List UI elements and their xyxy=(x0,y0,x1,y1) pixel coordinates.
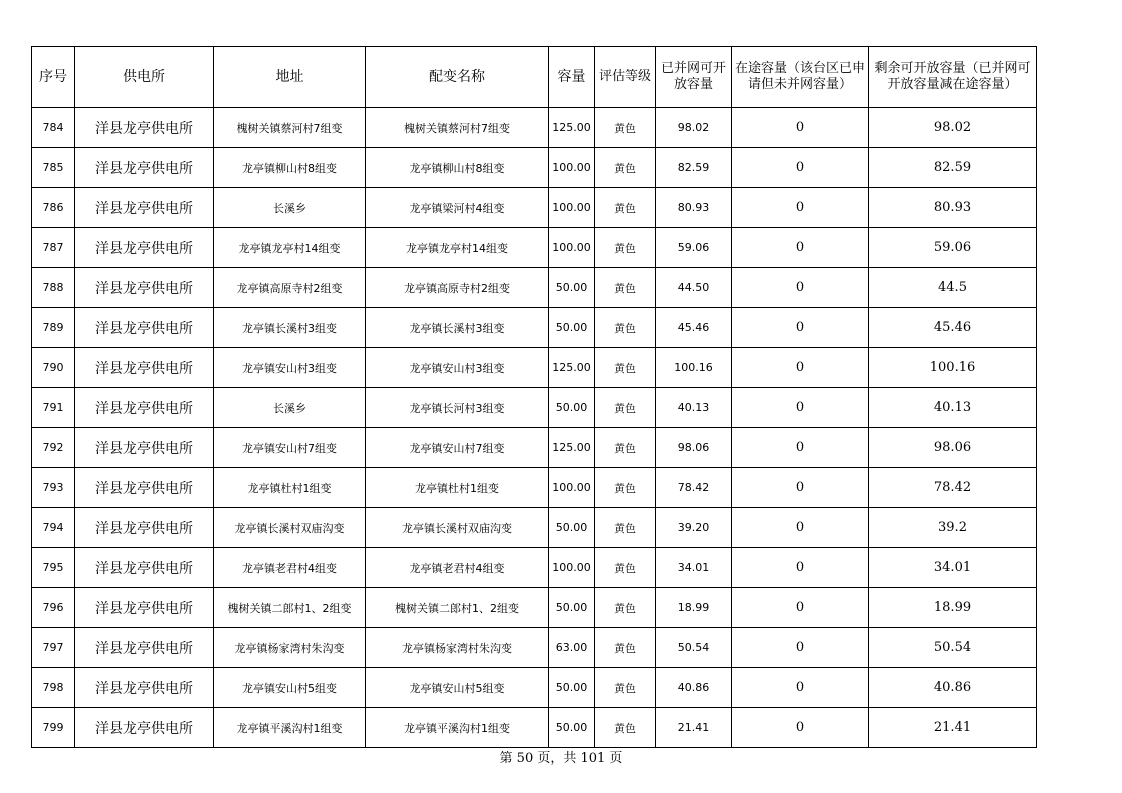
cell-transformer: 槐树关镇二郎村1、2组变 xyxy=(366,588,549,628)
cell-capacity: 125.00 xyxy=(549,348,595,388)
cell-station: 洋县龙亭供电所 xyxy=(75,668,214,708)
header-station: 供电所 xyxy=(75,47,214,108)
cell-capacity: 50.00 xyxy=(549,308,595,348)
cell-station: 洋县龙亭供电所 xyxy=(75,108,214,148)
cell-address: 龙亭镇长溪村双庙沟变 xyxy=(214,508,366,548)
cell-open-capacity: 82.59 xyxy=(656,148,732,188)
cell-station: 洋县龙亭供电所 xyxy=(75,588,214,628)
table-row xyxy=(32,308,1037,348)
cell-remain-capacity: 80.93 xyxy=(869,188,1037,228)
cell-grade: 黄色 xyxy=(595,708,656,748)
cell-capacity: 50.00 xyxy=(549,668,595,708)
cell-grade: 黄色 xyxy=(595,348,656,388)
header-transformer: 配变名称 xyxy=(366,47,549,108)
cell-transformer: 龙亭镇柳山村8组变 xyxy=(366,148,549,188)
cell-address: 长溪乡 xyxy=(214,188,366,228)
cell-grade: 黄色 xyxy=(595,588,656,628)
cell-seq: 789 xyxy=(32,308,75,348)
cell-grade: 黄色 xyxy=(595,388,656,428)
cell-grade: 黄色 xyxy=(595,548,656,588)
cell-station: 洋县龙亭供电所 xyxy=(75,228,214,268)
cell-open-capacity: 21.41 xyxy=(656,708,732,748)
cell-transit-capacity: 0 xyxy=(732,588,869,628)
header-seq: 序号 xyxy=(32,47,75,108)
cell-remain-capacity: 100.16 xyxy=(869,348,1037,388)
cell-transit-capacity: 0 xyxy=(732,668,869,708)
cell-station: 洋县龙亭供电所 xyxy=(75,148,214,188)
cell-address: 龙亭镇平溪沟村1组变 xyxy=(214,708,366,748)
table-row xyxy=(32,628,1037,668)
cell-station: 洋县龙亭供电所 xyxy=(75,708,214,748)
cell-transformer: 龙亭镇长河村3组变 xyxy=(366,388,549,428)
cell-transit-capacity: 0 xyxy=(732,548,869,588)
cell-seq: 792 xyxy=(32,428,75,468)
cell-address: 龙亭镇安山村3组变 xyxy=(214,348,366,388)
cell-station: 洋县龙亭供电所 xyxy=(75,628,214,668)
cell-transit-capacity: 0 xyxy=(732,268,869,308)
cell-seq: 798 xyxy=(32,668,75,708)
cell-transit-capacity: 0 xyxy=(732,108,869,148)
cell-station: 洋县龙亭供电所 xyxy=(75,188,214,228)
cell-transit-capacity: 0 xyxy=(732,708,869,748)
cell-transformer: 龙亭镇梁河村4组变 xyxy=(366,188,549,228)
cell-remain-capacity: 82.59 xyxy=(869,148,1037,188)
cell-capacity: 100.00 xyxy=(549,548,595,588)
cell-open-capacity: 34.01 xyxy=(656,548,732,588)
header-address: 地址 xyxy=(214,47,366,108)
cell-open-capacity: 50.54 xyxy=(656,628,732,668)
cell-transformer: 龙亭镇杜村1组变 xyxy=(366,468,549,508)
cell-address: 龙亭镇高原寺村2组变 xyxy=(214,268,366,308)
cell-remain-capacity: 40.86 xyxy=(869,668,1037,708)
cell-transit-capacity: 0 xyxy=(732,428,869,468)
cell-open-capacity: 44.50 xyxy=(656,268,732,308)
cell-seq: 796 xyxy=(32,588,75,628)
cell-transit-capacity: 0 xyxy=(732,348,869,388)
cell-capacity: 50.00 xyxy=(549,508,595,548)
cell-grade: 黄色 xyxy=(595,308,656,348)
cell-station: 洋县龙亭供电所 xyxy=(75,508,214,548)
cell-address: 龙亭镇安山村5组变 xyxy=(214,668,366,708)
cell-transit-capacity: 0 xyxy=(732,148,869,188)
cell-grade: 黄色 xyxy=(595,508,656,548)
cell-transformer: 龙亭镇高原寺村2组变 xyxy=(366,268,549,308)
cell-seq: 787 xyxy=(32,228,75,268)
cell-transformer: 龙亭镇长溪村3组变 xyxy=(366,308,549,348)
cell-remain-capacity: 98.06 xyxy=(869,428,1037,468)
cell-address: 槐树关镇蔡河村7组变 xyxy=(214,108,366,148)
cell-remain-capacity: 45.46 xyxy=(869,308,1037,348)
cell-remain-capacity: 18.99 xyxy=(869,588,1037,628)
cell-station: 洋县龙亭供电所 xyxy=(75,548,214,588)
cell-grade: 黄色 xyxy=(595,428,656,468)
cell-seq: 788 xyxy=(32,268,75,308)
table-row xyxy=(32,428,1037,468)
cell-remain-capacity: 98.02 xyxy=(869,108,1037,148)
table-row xyxy=(32,188,1037,228)
cell-seq: 784 xyxy=(32,108,75,148)
cell-transformer: 龙亭镇龙亭村14组变 xyxy=(366,228,549,268)
cell-transit-capacity: 0 xyxy=(732,308,869,348)
cell-remain-capacity: 39.2 xyxy=(869,508,1037,548)
cell-transformer: 龙亭镇安山村5组变 xyxy=(366,668,549,708)
cell-open-capacity: 39.20 xyxy=(656,508,732,548)
cell-remain-capacity: 50.54 xyxy=(869,628,1037,668)
cell-remain-capacity: 44.5 xyxy=(869,268,1037,308)
cell-grade: 黄色 xyxy=(595,668,656,708)
header-remain-capacity: 剩余可开放容量（已并网可开放容量减在途容量） xyxy=(869,47,1037,108)
table-row xyxy=(32,708,1037,748)
cell-station: 洋县龙亭供电所 xyxy=(75,468,214,508)
cell-grade: 黄色 xyxy=(595,628,656,668)
cell-seq: 799 xyxy=(32,708,75,748)
cell-capacity: 125.00 xyxy=(549,428,595,468)
cell-transit-capacity: 0 xyxy=(732,628,869,668)
cell-capacity: 125.00 xyxy=(549,108,595,148)
cell-remain-capacity: 21.41 xyxy=(869,708,1037,748)
cell-transformer: 龙亭镇杨家湾村朱沟变 xyxy=(366,628,549,668)
cell-seq: 797 xyxy=(32,628,75,668)
cell-grade: 黄色 xyxy=(595,468,656,508)
cell-transit-capacity: 0 xyxy=(732,468,869,508)
table-row xyxy=(32,508,1037,548)
cell-remain-capacity: 59.06 xyxy=(869,228,1037,268)
page-footer: 第 50 页，共 101 页 xyxy=(499,751,623,766)
cell-transit-capacity: 0 xyxy=(732,388,869,428)
cell-grade: 黄色 xyxy=(595,188,656,228)
cell-capacity: 100.00 xyxy=(549,228,595,268)
cell-grade: 黄色 xyxy=(595,108,656,148)
cell-address: 龙亭镇龙亭村14组变 xyxy=(214,228,366,268)
header-grade: 评估等级 xyxy=(595,47,656,108)
cell-remain-capacity: 34.01 xyxy=(869,548,1037,588)
cell-station: 洋县龙亭供电所 xyxy=(75,268,214,308)
cell-open-capacity: 78.42 xyxy=(656,468,732,508)
cell-seq: 793 xyxy=(32,468,75,508)
table-row xyxy=(32,668,1037,708)
table-row xyxy=(32,148,1037,188)
cell-address: 龙亭镇杨家湾村朱沟变 xyxy=(214,628,366,668)
table-row xyxy=(32,548,1037,588)
cell-seq: 786 xyxy=(32,188,75,228)
cell-transformer: 龙亭镇安山村3组变 xyxy=(366,348,549,388)
cell-address: 长溪乡 xyxy=(214,388,366,428)
cell-transformer: 龙亭镇平溪沟村1组变 xyxy=(366,708,549,748)
cell-grade: 黄色 xyxy=(595,148,656,188)
table-row xyxy=(32,388,1037,428)
cell-transit-capacity: 0 xyxy=(732,228,869,268)
cell-capacity: 100.00 xyxy=(549,468,595,508)
cell-seq: 790 xyxy=(32,348,75,388)
cell-capacity: 50.00 xyxy=(549,588,595,628)
cell-station: 洋县龙亭供电所 xyxy=(75,308,214,348)
cell-station: 洋县龙亭供电所 xyxy=(75,348,214,388)
cell-transformer: 槐树关镇蔡河村7组变 xyxy=(366,108,549,148)
cell-open-capacity: 18.99 xyxy=(656,588,732,628)
cell-address: 龙亭镇长溪村3组变 xyxy=(214,308,366,348)
cell-transit-capacity: 0 xyxy=(732,508,869,548)
cell-open-capacity: 45.46 xyxy=(656,308,732,348)
cell-remain-capacity: 78.42 xyxy=(869,468,1037,508)
cell-capacity: 50.00 xyxy=(549,388,595,428)
cell-open-capacity: 98.06 xyxy=(656,428,732,468)
cell-capacity: 63.00 xyxy=(549,628,595,668)
table-row xyxy=(32,588,1037,628)
cell-open-capacity: 59.06 xyxy=(656,228,732,268)
cell-seq: 791 xyxy=(32,388,75,428)
cell-capacity: 100.00 xyxy=(549,148,595,188)
cell-address: 龙亭镇杜村1组变 xyxy=(214,468,366,508)
cell-transformer: 龙亭镇长溪村双庙沟变 xyxy=(366,508,549,548)
cell-transformer: 龙亭镇老君村4组变 xyxy=(366,548,549,588)
table-row xyxy=(32,108,1037,148)
table-row xyxy=(32,468,1037,508)
cell-capacity: 100.00 xyxy=(549,188,595,228)
table-row xyxy=(32,348,1037,388)
header-capacity: 容量 xyxy=(549,47,595,108)
cell-transit-capacity: 0 xyxy=(732,188,869,228)
table-row xyxy=(32,268,1037,308)
cell-station: 洋县龙亭供电所 xyxy=(75,428,214,468)
cell-remain-capacity: 40.13 xyxy=(869,388,1037,428)
header-open-capacity: 已并网可开放容量 xyxy=(656,47,732,108)
cell-address: 槐树关镇二郎村1、2组变 xyxy=(214,588,366,628)
cell-open-capacity: 100.16 xyxy=(656,348,732,388)
cell-station: 洋县龙亭供电所 xyxy=(75,388,214,428)
cell-seq: 785 xyxy=(32,148,75,188)
table-row xyxy=(32,228,1037,268)
cell-capacity: 50.00 xyxy=(549,708,595,748)
cell-open-capacity: 40.86 xyxy=(656,668,732,708)
cell-address: 龙亭镇柳山村8组变 xyxy=(214,148,366,188)
cell-transformer: 龙亭镇安山村7组变 xyxy=(366,428,549,468)
cell-capacity: 50.00 xyxy=(549,268,595,308)
cell-open-capacity: 40.13 xyxy=(656,388,732,428)
cell-open-capacity: 98.02 xyxy=(656,108,732,148)
cell-seq: 795 xyxy=(32,548,75,588)
cell-grade: 黄色 xyxy=(595,268,656,308)
cell-seq: 794 xyxy=(32,508,75,548)
capacity-table xyxy=(31,46,1037,748)
table-header-row xyxy=(32,47,1037,108)
cell-address: 龙亭镇安山村7组变 xyxy=(214,428,366,468)
cell-address: 龙亭镇老君村4组变 xyxy=(214,548,366,588)
cell-open-capacity: 80.93 xyxy=(656,188,732,228)
cell-grade: 黄色 xyxy=(595,228,656,268)
header-transit-capacity: 在途容量（该台区已申请但未并网容量） xyxy=(732,47,869,108)
